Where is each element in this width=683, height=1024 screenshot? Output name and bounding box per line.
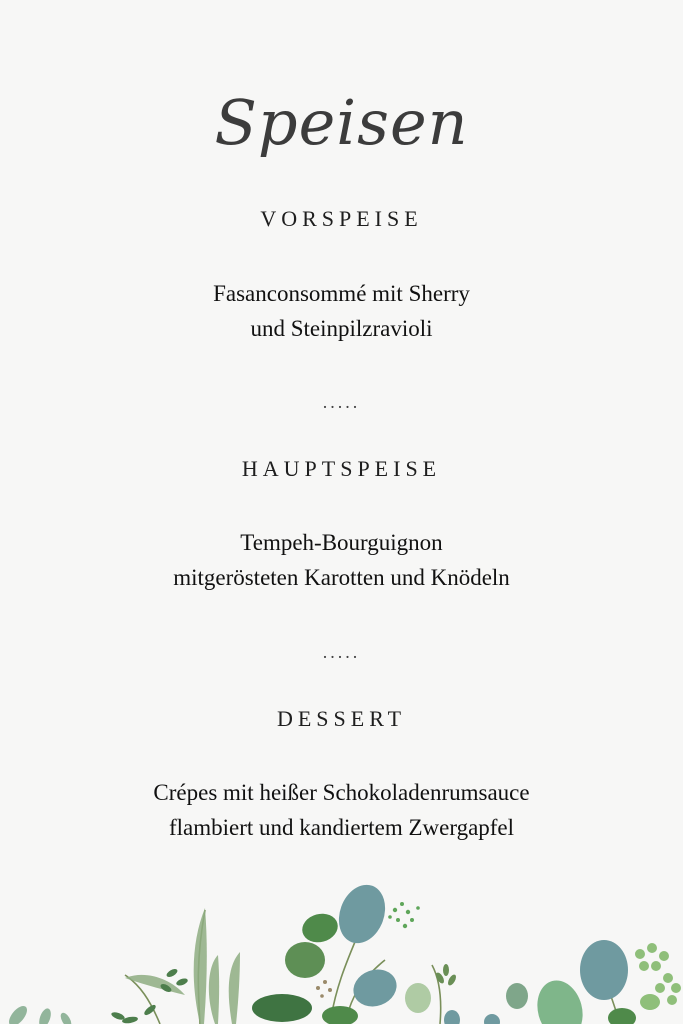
- course-dish-starter: [0, 276, 683, 346]
- divider-dots: .....: [322, 642, 361, 662]
- dish-line: Tempeh-Bourguignon: [240, 530, 443, 555]
- course-heading-dessert: DESSERT: [276, 706, 407, 731]
- divider-dots: .....: [322, 392, 361, 412]
- course-dish-dessert: [0, 775, 683, 845]
- eucalyptus-greenery-illustration: [0, 870, 683, 1024]
- dish-line: Fasanconsommé mit Sherry: [213, 281, 470, 306]
- dish-line: und Steinpilzravioli: [250, 316, 433, 341]
- menu-title: Speisen: [214, 86, 469, 159]
- course-heading-main: HAUPTSPEISE: [241, 456, 442, 481]
- dish-line: Crépes mit heißer Schokoladenrumsauce: [153, 780, 530, 805]
- course-heading-starter: VORSPEISE: [260, 206, 423, 231]
- course-dish-main: [0, 525, 683, 595]
- dish-line: mitgerösteten Karotten und Knödeln: [173, 565, 510, 590]
- dish-line: flambiert und kandiertem Zwergapfel: [168, 815, 515, 840]
